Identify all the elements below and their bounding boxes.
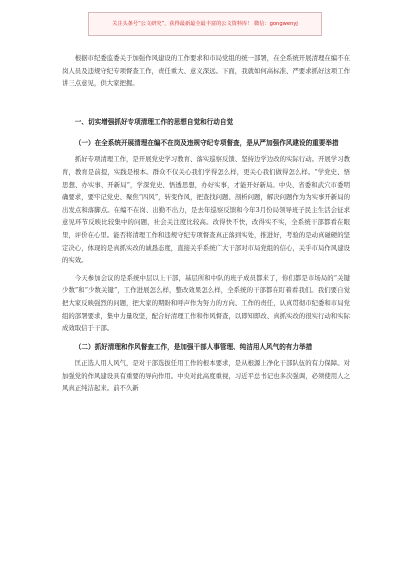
body-paragraph: 今天参加会议的是系统中层以上干部，基层所和中队的班子成员都来了，你们都是市场局的“关键少数”和“少数关键”，工作进展怎么样，整改效果怎么样，全系统的干部都在盯着看我们。我们要自觉把大家反映强烈的问题，把大家的期盼和呼声作为努力的方向、工作的责任，认真贯彻市纪委和市局党组的部署要求，集中力量攻坚，配合好清理工作和作风督查，以即知即改、真抓实改的很实行动和实际成效取信于干部。 — [62, 273, 350, 333]
section-heading: 一、切实增强抓好专项清理工作的思想自觉和行动自觉 — [74, 117, 234, 126]
body-paragraph: 匡正选人用人风气，是对干部选拔任用工作的根本要求，是从根源上净化干部队伍的有力保障。对加强党的作风建设具有重要的导向作用。中央对此高度重视，习近平总书记也多次强调，必须使用人之风真正纯洁起来。前不久新 — [62, 359, 350, 393]
body-paragraph: 抓好专项清理工作，是开展党史学习教育、落实巡察反馈、坚持边学边改的实际行动。开展学习教育，教育是前提，实践是根本。群众不仅关心我们学得怎么样，更关心我们做得怎么样。“学党史、悟思想、办实事、开新局”，学深党史、悟透思想，办好实事，才能开好新局。中央、省委和武穴市委明确要求，要牢记党史、聚焦“四风”，转变作风，把查找问题、剖析问题，解决问题作为为实事开新局的出发点和落脚点。在编不在岗、出勤不出力，是去年巡察反馈和今年3月份局领导班子民主生活会征求意见环节反映比较集中的问题，社会关注度比较高。改得快不快，改得实不实，全系统干部都看在眼里，评价在心里。能否将清理工作和违规守纪专项督查真正落到实处，推进好，考验的是动真碰硬的坚定决心，体现的是真抓实改的诚恳态度，直接关乎系统广大干部对市局党组的信心，关乎市局作风建设的实效。 — [62, 155, 350, 265]
promo-banner[interactable]: 关注头条号“公文研究”，获得最新最全最丰富的公文资料库！ 微信：gongwenyj — [88, 12, 322, 36]
intro-paragraph: 根据市纪委监委关于加强作风建设的工作要求和市局党组的统一部署，在全系统开展清理在编不在岗人员及违规守纪专项督查工作，责任重大、意义深远。下面，我就如何高标准、严要求抓好这项工作讲三点意见，供大家把握。 — [62, 54, 350, 88]
subsection-heading: （二）抓好清理和作风督查工作，是加强干部人事管理、纯洁用人风气的有力举措 — [74, 342, 313, 351]
subsection-heading: （一）在全系统开展清理在编不在岗及违规守纪专项督查，是从严加强作风建设的重要举措 — [74, 138, 339, 147]
document-body — [62, 52, 350, 395]
